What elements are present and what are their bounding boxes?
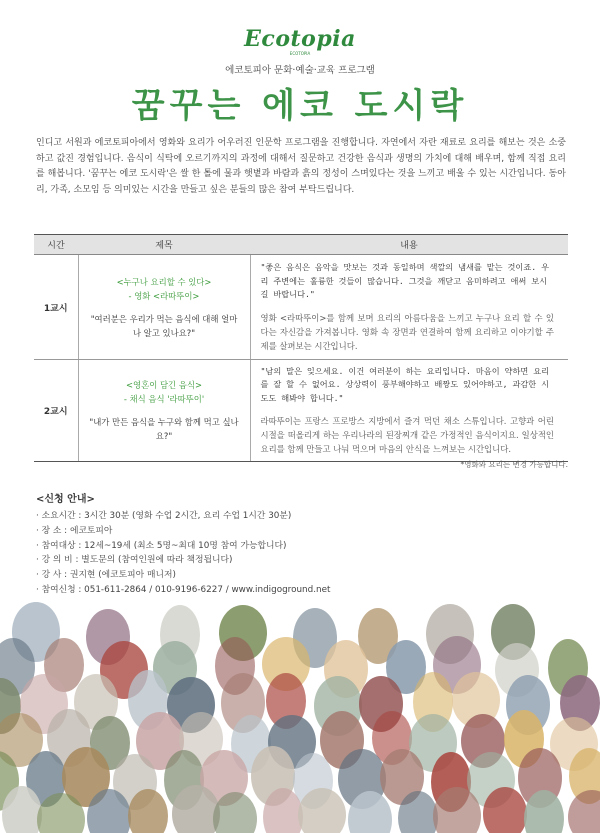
apply-info-item: · 강 의 비 : 별도문의 (참여인원에 따라 책정됩니다) [36,555,233,566]
watercolor-stones-illustration [0,595,600,833]
session-description: 영화 <라따뚜이>를 함께 보며 요리의 아름다움을 느끼고 누구나 요리 할 수 있다는 자신감을 가져봅니다. 영화 속 장면과 연결하여 함께 요리하고 이야기할 주제를 살펴보는 시간입니다. [260,312,554,351]
header-title: 제목 [78,235,250,255]
program-table [34,234,568,462]
session-description: 라따뚜이는 프랑스 프로방스 지방에서 즐겨 먹던 채소 스튜입니다. 고향과 어린 시절을 떠올리게 하는 우리나라의 된장찌개 같은 가정적인 음식이지요. 일상적인 요리를 함께 만들고 나눠 먹으며 마음의 안식을 느껴보는 시간입니다. [260,416,554,455]
session-time: 1교시 [34,255,78,360]
table-row [34,255,568,360]
session-question: "내가 만든 음식을 누구와 함께 먹고 싶나요?" [89,417,239,441]
apply-info-item: · 강 사 : 권지현 (에코토피아 매니저) [36,570,176,581]
table-header-row [34,235,568,255]
watercolor-stone [568,790,600,833]
session-quote: "좋은 음식은 음악을 맛보는 것과 동일하며 색깔의 냄새를 맡는 것이죠. 우리 주변에는 훌륭한 것들이 많습니다. 그것을 깨닫고 음미하려고 애써 보시길 바랍니다." [260,262,550,300]
session-title-line: - 영화 <라따뚜이> [128,290,200,301]
change-note: *영화와 요리는 변경 가능합니다. [460,460,568,469]
ecotopia-logo: Ecotopia [244,26,356,52]
apply-section-title: <신청 안내> [36,494,95,505]
apply-info-item: · 소요시간 : 3시간 30분 (영화 수업 2시간, 요리 수업 1시간 30분) [36,511,292,521]
session-time: 2교시 [34,360,78,462]
header-content: 내용 [250,235,568,255]
program-subtitle: 에코토피아 문화·예술·교육 프로그램 [225,65,375,76]
header-time: 시간 [34,235,78,255]
session-content-cell [250,360,568,462]
apply-info-item: · 장 소 : 에코토피아 [36,525,113,536]
session-quote: "남의 말은 잊으세요. 이건 여러분이 하는 요리입니다. 마음이 약하면 요리를 잘 할 수 없어요. 상상력이 풍부해야하고 배짱도 있어야하고, 과감한 시도도 해봐야 합니다." [260,365,550,403]
apply-info-item: · 참여신청 : 051-611-2864 / 010-9196-6227 / www.indigoground.net [36,584,331,595]
session-title-cell [78,255,250,360]
session-content-cell [250,255,568,360]
session-title-line: <누구나 요리할 수 있다> [116,276,212,287]
session-title-line: <영혼이 담긴 음식> [126,380,202,390]
apply-info-item: · 참여대상 : 12세~19세 (최소 5명~최대 10명 참여 가능합니다) [36,540,287,551]
apply-info-list [36,509,330,598]
intro-paragraph: 인디고 서원과 에코토피아에서 영화와 요리가 어우러진 인문학 프로그램을 진행합니다. 자연에서 자란 재료로 요리를 해보는 것은 소중하고 값진 경험입니다. 음식이 식탁에 오르기까지의 과정에 대해서 질문하고 건강한 음식과 생명의 가치에 대해 배우며, 함께 직접 요리를 해봅니다. '꿈꾸는 에코 도시락'은 쌀 한 톨에 물과 햇볕과 바람과 흙의 정성이 스며있다는 것을 느끼고 배울 수 있는 시간입니다. 동아리, 가족, 소모임 등 의미있는 시간을 만들고 싶은 분들의 많은 참여 부탁드립니다. [36,138,566,195]
session-title-line: - 채식 음식 '라따뚜이' [123,394,205,404]
table-row [34,360,568,462]
session-question: "여러분은 우리가 먹는 음식에 대해 얼마나 알고 있나요?" [90,313,238,338]
ecotopia-logo-subtext: ECOTOPIA [289,51,311,56]
session-title-cell [78,360,250,462]
program-title: 꿈꾸는 에코 도시락 [131,86,469,126]
